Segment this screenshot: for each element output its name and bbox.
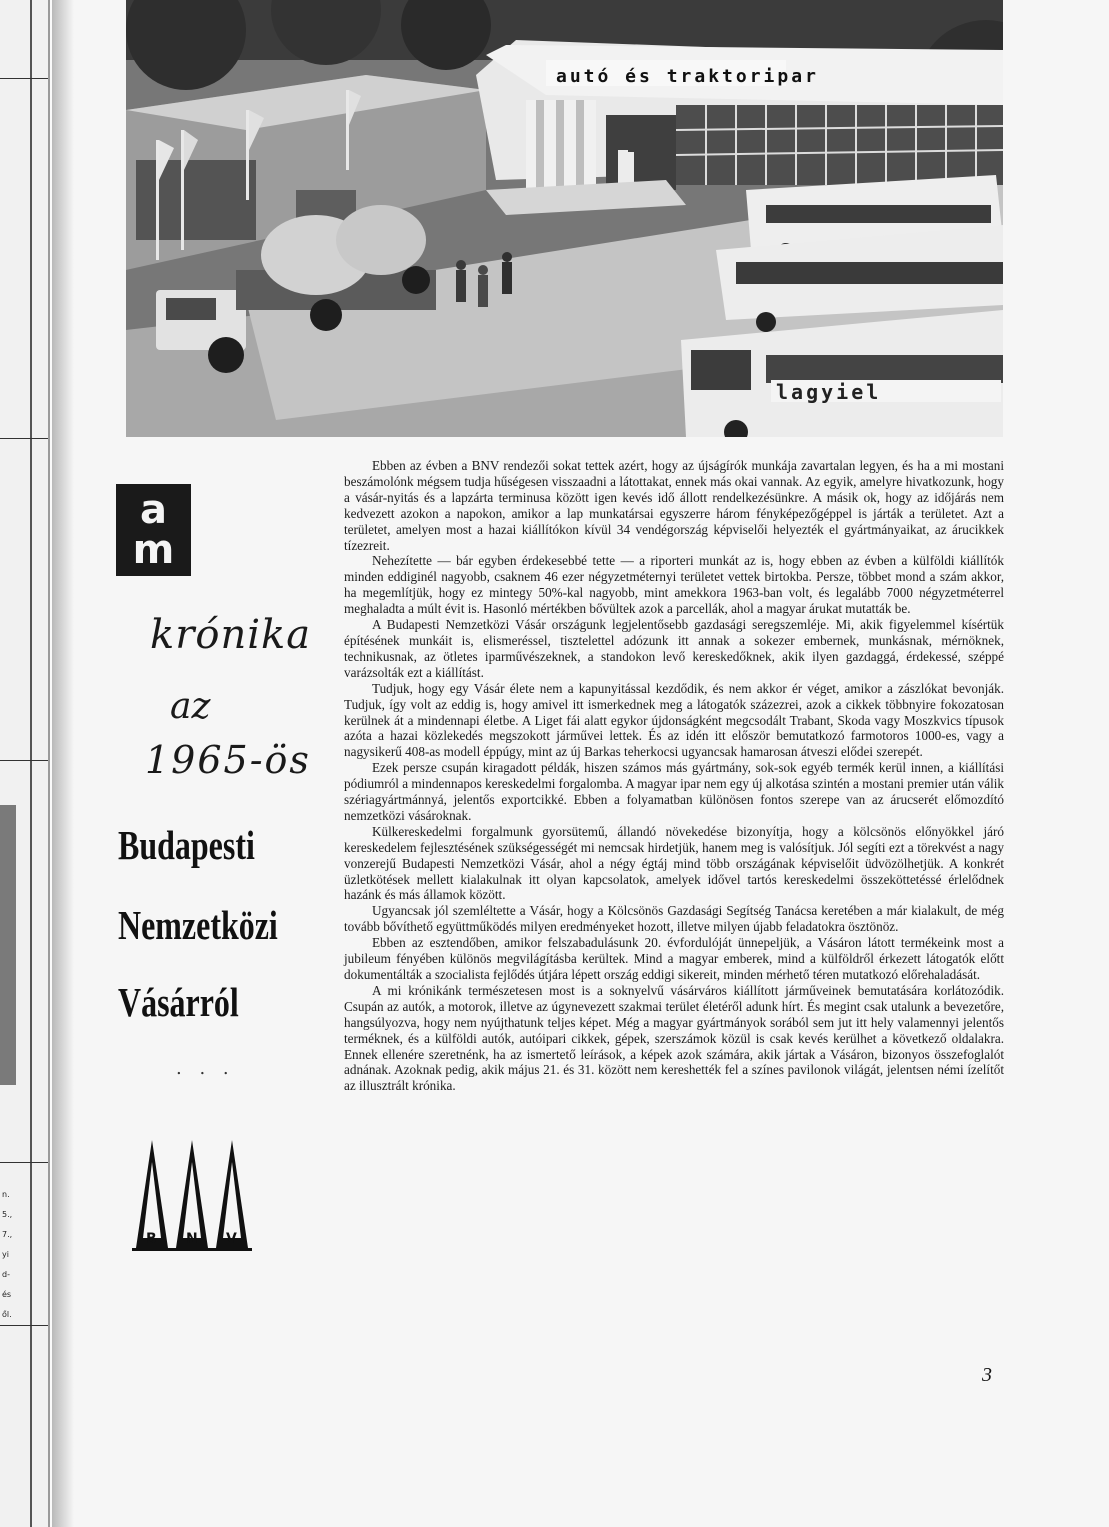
page-fold-line <box>30 0 32 1527</box>
bus-sign: lagyiel <box>776 380 882 404</box>
binding-shadow <box>52 0 74 1527</box>
headline-line: Budapesti <box>118 822 255 868</box>
bnv-letter: B <box>146 1231 157 1247</box>
text-fragment: és <box>2 1290 12 1299</box>
script-title-line: krónika <box>150 612 312 658</box>
article-body <box>344 458 1004 1094</box>
divider <box>0 1162 48 1163</box>
bnv-logo <box>132 1140 252 1260</box>
exhibition-photo <box>126 0 1003 437</box>
article-paragraph: A mi krónikánk természetesen most is a soknyelvű vásárváros kiállított járműveinek bemutatására korlátozódik. Csupán az autók, a motorok, illetve az úgynevezett szakmai terület életéről adunk hírt. És megint csak utalunk a bevezetőre, hangsúlyozva, hogy nem nyújthatunk teljes képet. Még a magyar gyártmányok sorából sem jut itt hely valamennyi jelentős terméknek, és a külföldi autók, autóipari cikkek, gépek, szerszámok közül is csak kevés kerülhet a következő oldalakra. Ennek ellenére szeretnénk, ha az ismertető leírások, a képek azok számára, akik jártak a Vásáron, bizonyos összefoglalót adnának. Azoknak pedig, akik május 21. és 31. között nem kereshették fel a színes pavilonok világát, jelentsen némi ízelítőt az illusztrált krónika. <box>344 982 1004 1094</box>
article-paragraph: Nehezítette — bár egyben érdekesebbé tette — a riporteri munkát az is, hogy ebben az évben a külföldi kiállítók minden eddiginél nagyobb, csaknem 46 ezer négyzetméternyi területet vettek birtokba. Persze, többet mond a szám akkor, ha megemlítjük, hogy ez mintegy 50%-kal nagyobb, mint amekkora 1963-ban volt, és legalább 7000 négyzetméterrel meghaladta a múlt évit is. Hasonló mértékben bővültek azok a parcellák, ahol a magyar árukat mutatták be. <box>344 553 1004 617</box>
am-magazine-logo <box>116 484 191 576</box>
page-number: 3 <box>982 1364 992 1386</box>
divider <box>0 438 48 439</box>
text-fragment: ől. <box>2 1310 12 1319</box>
logo-letter: a <box>140 487 167 533</box>
text-fragment: 5., <box>2 1210 13 1219</box>
bnv-letter: V <box>226 1231 237 1247</box>
logo-letter: m <box>132 527 175 573</box>
headline-line: Nemzetközi <box>118 902 278 948</box>
headline-line: Vásárról <box>118 979 239 1025</box>
text-fragment: yi <box>2 1250 9 1259</box>
article-paragraph: Ezek persze csupán kiragadott példák, hiszen számos más gyártmány, sok-sok egyéb termék kerül innen, a kiállítási pódiumról a mindennapos kereskedelmi forgalomba. A magyar ipar nem egy új alkotása szintén a mostani premier után válik szériagyártmánnyá, jelentős exportcikké. Ebben a folyamatban különösen fontos szerepe van az árucserét előmozdító nemzetközi vásároknak. <box>344 760 1004 823</box>
article-paragraph: Ebben az évben a BNV rendezői sokat tettek azért, hogy az újságírók munkája zavartalan legyen, és ha a mi mostani beszámolónk mégsem tudja hűségesen visszaadni a látottakat, ennek más okai vannak. Az egyik, amelyre hivatkozunk, hogy a vásár-nyitás és a lapzárta terminusa között igen kevés idő állott rendelkezésünkre. A másik ok, hogy az időjárás nem kedvezett azokon a napokon, amikor a lap munkatársai egyszerre három fényképezőgéppel is járták a területet. Azt a területet, amelyen most a hazai kiállítókon kívül 34 vendégország képviselői helyezték el gyártmányaikat, az árucikkek tízezreit. <box>344 458 1004 553</box>
pavilion-sign: autó és traktoripar <box>556 66 819 87</box>
bnv-letter: N <box>186 1231 198 1247</box>
ellipsis-dots: . . . <box>176 1058 235 1079</box>
article-paragraph: Ugyancsak jól szemléltette a Vásár, hogy a Kölcsönös Gazdasági Segítség Tanácsa keretében a már kialakult, de még tovább bővíthető együttműködés milyen eredményeket hozott, illetve milyen újabb feladatokra ösztönöz. <box>344 903 1004 935</box>
article-paragraph: Tudjuk, hogy egy Vásár élete nem a kapunyitással kezdődik, és nem akkor ér véget, amikor a zászlókat bevonják. Tudjuk, így volt az eddig is, hogy amivel itt ismerkednek meg a látogatók százezrei, azok a cikkek többnyire fokozatosan kerülnek át a mindennapi életbe. A Liget fái alatt egykor újdonságként megcsodált Trabant, Skoda vagy Moszkvics típusok azóta a hazai közlekedés megszokott járművei lettek. És az idén itt először bemutatkozó farmotoros 1000-es, vagy a nagysikerű 408-as modell éppúgy, mint az új Barkas teherkocsi ugyancsak hamarosan átveszi elődei szerepét. <box>344 680 1004 760</box>
article-paragraph: Ebben az esztendőben, amikor felszabadulásunk 20. évfordulóját ünnepeljük, a Vásáron látott termékeink most a jubileum fényében különös megvilágításba kerültek. Mind a magyar emberek, mind a külföldről érkezett látogatók előtt dokumentálták a szocialista fejlődés útjára lépett ország eddigi sikereit, minden mérhető téren mutatkozó előrehaladását. <box>344 935 1004 982</box>
divider <box>0 760 48 761</box>
article-paragraph: A Budapesti Nemzetközi Vásár országunk legjelentősebb gazdasági seregszemléje. Mi, akik figyelemmel kísértük építésének munkáit is, elismeréssel, tisztelettel adózunk itt annak a sokezer embernek, munkásnak, mérnöknek, technikusnak, az ötletes iparművészeknek, a standokon levő kereskedőknek, akik ilyen gazdaggá, érdekessé, széppé varázsolták ezt a kiállítást. <box>344 617 1004 680</box>
previous-page-image-strip <box>0 805 16 1085</box>
article-paragraph: Külkereskedelmi forgalmunk gyorsütemű, állandó növekedése bizonyítja, hogy a kölcsönös előnyökkel járó kereskedelem fejlesztésének szükségességét mi nemcsak hirdetjük, hanem meg is valósítjuk. Jól segíti ezt a törekvést a nagy vonzerejű Budapesti Nemzetközi Vásár, ahol a négy égtáj mind több országának képviselőit üdvözölhetjük. A konkrét üzletkötések mellett kialakulnak itt olyan kapcsolatok, amelyek idővel tartós kereskedelmi összeköttetéssé érlelődnek hazánk és más államok között. <box>344 823 1004 903</box>
text-fragment: 7., <box>2 1230 13 1239</box>
text-fragment: d- <box>2 1270 10 1279</box>
script-title-line: 1965-ös <box>145 738 311 782</box>
text-fragment: n. <box>2 1190 10 1199</box>
previous-page-edge <box>0 0 50 1527</box>
divider <box>0 78 48 79</box>
script-title-line: az <box>170 686 211 727</box>
divider <box>0 1325 48 1326</box>
